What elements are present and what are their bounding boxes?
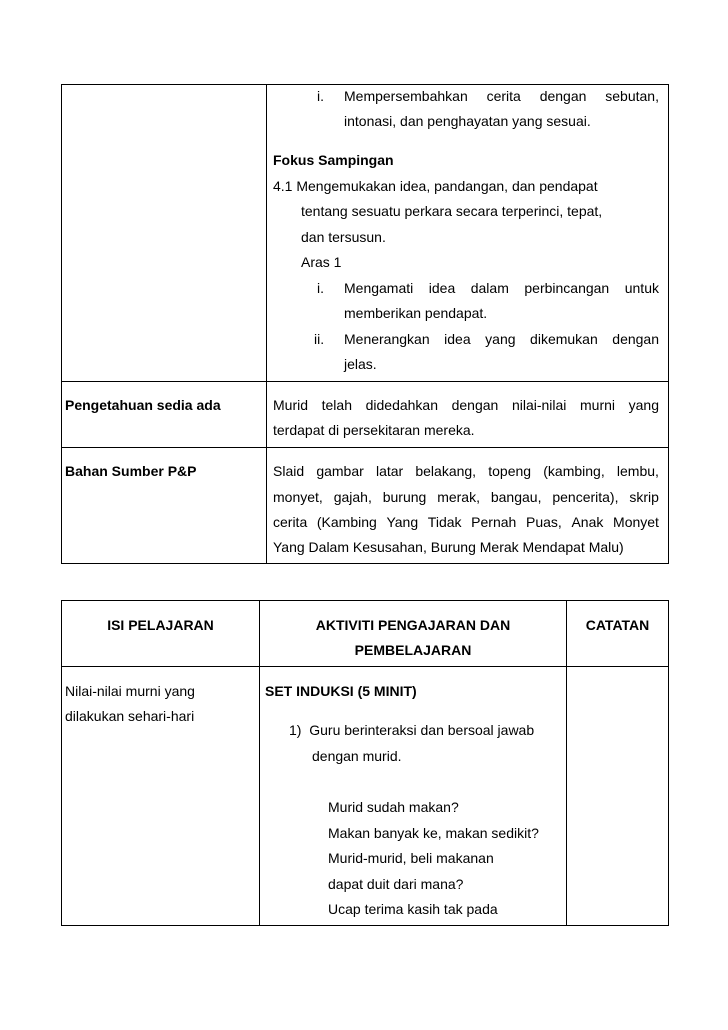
- header-aktiviti-line1: AKTIVITI PENGAJARAN DAN: [315, 617, 511, 633]
- header-aktiviti-line2: PEMBELAJARAN: [354, 642, 472, 658]
- point-4-1-line1: 4.1 Mengemukakan idea, pandangan, dan pendapat: [273, 178, 598, 194]
- step1-line2: dengan murid.: [312, 748, 402, 764]
- sub-ii-line2: jelas.: [344, 356, 377, 372]
- step1-line1: 1) Guru berinteraksi dan bersoal jawab: [289, 722, 535, 738]
- isi-line1: Nilai-nilai murni yang: [65, 683, 195, 699]
- word: idea: [444, 331, 471, 347]
- word: untuk: [624, 280, 659, 296]
- sub-ii-marker: ii.: [314, 331, 325, 347]
- header-isi-pelajaran: ISI PELAJARAN: [107, 617, 214, 633]
- word: belakang,: [415, 463, 477, 479]
- word: sebutan,: [605, 88, 659, 104]
- point-4-1-line3: dan tersusun.: [301, 229, 386, 245]
- word: Pernah: [471, 514, 517, 530]
- word: yang: [628, 397, 659, 413]
- word: gajah,: [333, 489, 372, 505]
- word: dengan: [612, 331, 659, 347]
- word: cerita: [273, 514, 308, 530]
- word: pencerita),: [552, 489, 619, 505]
- word: topeng: [488, 463, 532, 479]
- word: Mempersembahkan: [344, 88, 468, 104]
- bahan-line4: Yang Dalam Kesusahan, Burung Merak Mendapat Malu): [273, 539, 624, 555]
- word: Slaid: [273, 463, 305, 479]
- word: idea: [428, 280, 456, 296]
- header-catatan: CATATAN: [585, 617, 650, 633]
- t1-row1-bottom-border: [61, 381, 669, 382]
- word: monyet,: [273, 489, 323, 505]
- word: Monyet: [613, 514, 659, 530]
- word: Tidak: [427, 514, 462, 530]
- sub-i-line2: memberikan pendapat.: [344, 305, 488, 321]
- pengetahuan-line1: [273, 397, 659, 413]
- t1-top-border: [61, 84, 669, 85]
- item-i-marker: i.: [317, 88, 324, 104]
- word: bangau,: [490, 489, 542, 505]
- word: dikemukan: [530, 331, 598, 347]
- isi-line2: dilakukan sehari-hari: [65, 708, 195, 724]
- point-4-1-line2: tentang sesuatu perkara secara terperinci, tepat,: [301, 203, 603, 219]
- pengetahuan-line2: terdapat di persekitaran mereka.: [273, 422, 475, 438]
- word: dalam: [470, 280, 509, 296]
- word: merak,: [437, 489, 480, 505]
- t2-left-border: [61, 600, 62, 926]
- word: skrip: [629, 489, 659, 505]
- word: dengan: [539, 88, 587, 104]
- item-i-line1: [344, 88, 659, 104]
- word: Mengamati: [344, 280, 414, 296]
- item-i-line2: intonasi, dan penghayatan yang sesuai.: [344, 113, 591, 129]
- word: telah: [321, 397, 352, 413]
- word: dengan: [451, 397, 499, 413]
- dialog-line: Murid-murid, beli makanan: [328, 850, 494, 866]
- bahan-line3: [273, 514, 659, 530]
- bahan-sumber-label: Bahan Sumber P&P: [65, 463, 197, 479]
- t1-bottom-border: [61, 563, 669, 564]
- t1-mid-border: [266, 84, 267, 564]
- bahan-line2: [273, 489, 659, 505]
- t2-mid-border-2: [566, 600, 567, 926]
- t2-bottom-border: [61, 925, 669, 926]
- word: Murid: [273, 397, 309, 413]
- word: (Kambing: [316, 514, 377, 530]
- t1-row2-bottom-border: [61, 447, 669, 448]
- t2-header-bottom-border: [61, 666, 669, 667]
- word: murni: [580, 397, 616, 413]
- word: didedahkan: [365, 397, 438, 413]
- word: gambar: [316, 463, 364, 479]
- t2-right-border: [668, 600, 669, 926]
- dialog-line: Murid sudah makan?: [328, 799, 459, 815]
- word: perbincangan: [524, 280, 610, 296]
- t1-left-border: [61, 84, 62, 564]
- set-induksi-heading: SET INDUKSI (5 MINIT): [265, 683, 417, 699]
- dialog-line: Ucap terima kasih tak pada: [328, 901, 498, 917]
- t2-top-border: [61, 600, 669, 601]
- word: latar: [375, 463, 404, 479]
- pengetahuan-label: Pengetahuan sedia ada: [65, 397, 221, 413]
- word: yang: [485, 331, 516, 347]
- sub-ii-line1: [344, 331, 659, 347]
- t1-right-border: [668, 84, 669, 564]
- bahan-line1: [273, 463, 659, 479]
- dialog-line: Makan banyak ke, makan sedikit?: [328, 825, 539, 841]
- aras-label: Aras 1: [301, 254, 342, 270]
- word: nilai-nilai: [511, 397, 567, 413]
- word: lembu,: [616, 463, 659, 479]
- word: Yang: [386, 514, 419, 530]
- word: cerita: [486, 88, 521, 104]
- word: (kambing,: [543, 463, 605, 479]
- word: Puas,: [525, 514, 562, 530]
- word: burung: [382, 489, 427, 505]
- word: Menerangkan: [344, 331, 430, 347]
- fokus-sampingan-heading: Fokus Sampingan: [273, 152, 394, 168]
- sub-i-marker: i.: [317, 280, 324, 296]
- sub-i-line1: [344, 280, 659, 296]
- word: Anak: [571, 514, 604, 530]
- dialog-line: dapat duit dari mana?: [328, 876, 464, 892]
